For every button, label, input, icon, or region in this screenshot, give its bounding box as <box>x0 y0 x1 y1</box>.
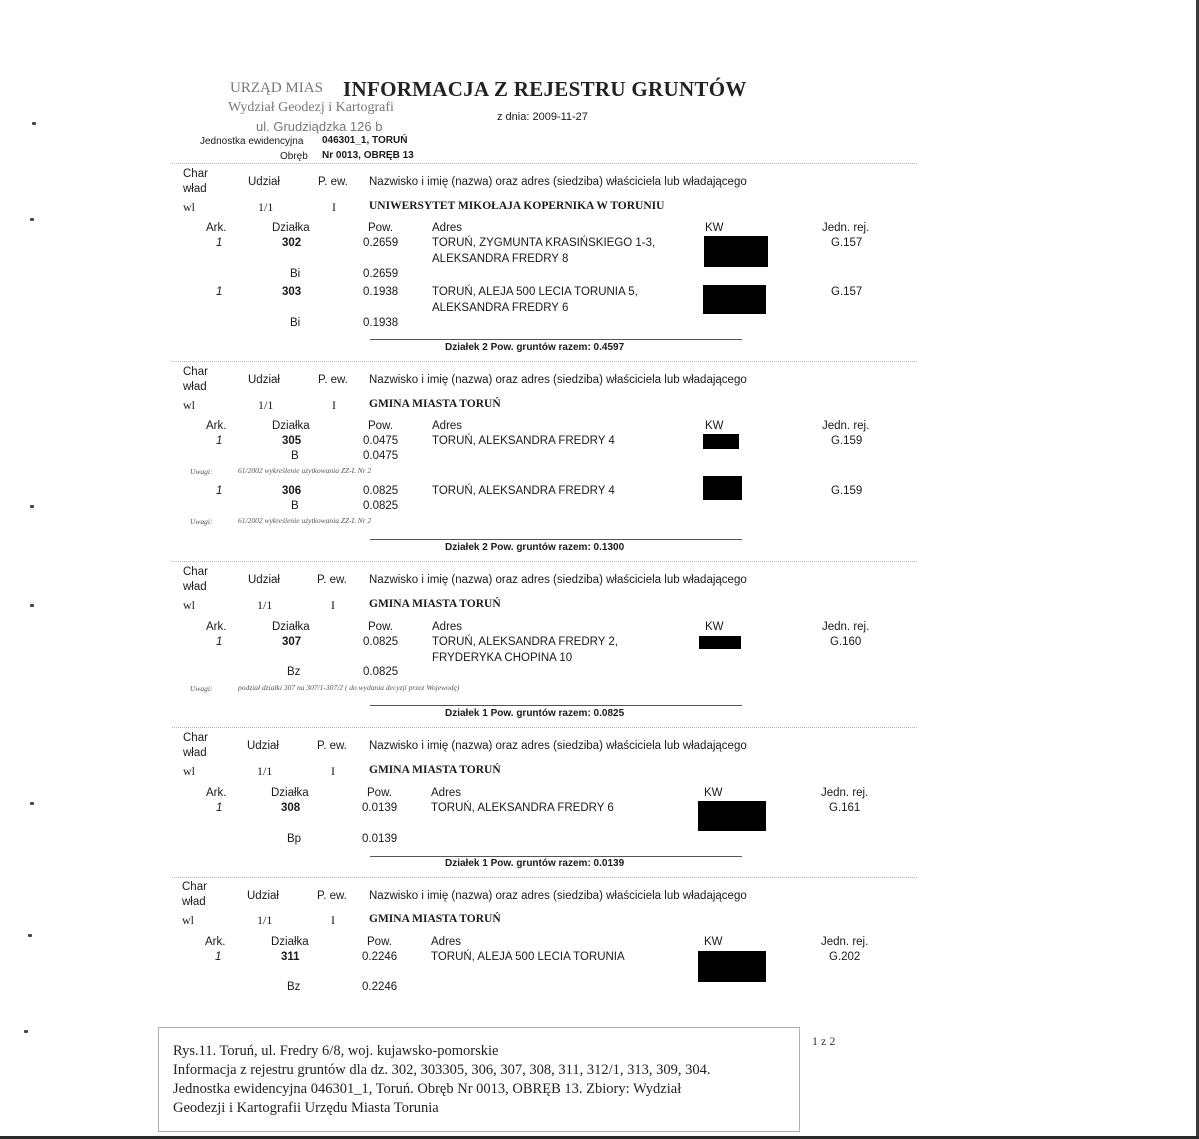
udzial-header: Udział <box>248 374 280 386</box>
ark-value: 1 <box>216 485 223 497</box>
ark-header: Ark. <box>206 420 227 432</box>
stamp-line-office: URZĄD MIAS <box>230 80 323 96</box>
remarks-label: Uwagi: <box>190 467 213 476</box>
char-label: Char <box>183 366 208 378</box>
owner-header: Nazwisko i imię (nazwa) oraz adres (siedziba) właściciela lub władającego <box>369 740 747 752</box>
pow-header: Pow. <box>368 222 393 234</box>
ark-value: 1 <box>216 435 223 447</box>
parcel-address-line2: FRYDERYKA CHOPINA 10 <box>432 652 573 664</box>
kw-redaction <box>699 636 741 649</box>
jedn-rej-header: Jedn. rej. <box>822 222 870 234</box>
land-use-area: 0.0139 <box>362 833 398 845</box>
udzial-header: Udział <box>247 740 279 752</box>
pew-value: I <box>332 200 336 214</box>
parcel-address: TORUŃ, ALEJA 500 LECIA TORUNIA <box>431 951 625 963</box>
kw-redaction <box>703 476 742 500</box>
char-value: wl <box>183 398 195 412</box>
owner-header: Nazwisko i imię (nazwa) oraz adres (siedziba) właściciela lub władającego <box>369 374 747 386</box>
jedn-rej-header: Jedn. rej. <box>822 621 870 633</box>
jedn-rej-value: G.157 <box>831 286 863 298</box>
owner-header: Nazwisko i imię (nazwa) oraz adres (siedziba) właściciela lub władającego <box>369 574 747 586</box>
owner-name: GMINA MIASTA TORUŃ <box>369 398 501 410</box>
parcel-area: 0.0825 <box>363 636 399 648</box>
remarks-label: Uwagi: <box>190 684 213 693</box>
jedn-rej-value: G.161 <box>829 802 861 814</box>
scan-speck <box>30 604 34 607</box>
parcel-address: TORUŃ, ALEKSANDRA FREDRY 4 <box>432 485 615 497</box>
section-divider <box>172 561 917 562</box>
kw-redaction <box>698 801 766 831</box>
caption-line-source: Geodezji i Kartografii Urzędu Miasta Torunia <box>173 1100 439 1116</box>
ark-header: Ark. <box>205 936 226 948</box>
ark-header: Ark. <box>206 222 227 234</box>
land-use-code: Bp <box>287 833 302 845</box>
land-use-area: 0.2659 <box>363 268 399 280</box>
char-label: Char <box>183 168 208 180</box>
char-value: wl <box>183 200 195 214</box>
section-divider <box>172 727 917 728</box>
char-value: wl <box>182 913 194 927</box>
parcel-address: TORUŃ, ALEKSANDRA FREDRY 2, <box>432 636 618 648</box>
land-use-area: 0.0825 <box>363 666 399 678</box>
pew-header: P. ew. <box>318 374 348 386</box>
obreb-label: Obręb <box>280 151 308 162</box>
land-use-code: Bi <box>290 317 301 329</box>
page-indicator: 1 z 2 <box>812 1034 836 1048</box>
jedn-rej-value: G.159 <box>831 485 863 497</box>
group-summary: Działek 1 Pow. gruntów razem: 0.0139 <box>445 858 625 869</box>
scan-speck <box>30 218 34 221</box>
land-use-code: B <box>291 450 299 462</box>
section-divider <box>172 163 917 164</box>
jedn-rej-header: Jedn. rej. <box>821 787 869 799</box>
pow-header: Pow. <box>367 787 392 799</box>
land-use-area: 0.0825 <box>363 500 399 512</box>
adres-header: Adres <box>431 936 462 948</box>
scan-speck <box>30 802 34 805</box>
parcel-number: 308 <box>281 802 301 814</box>
kw-header: KW <box>705 420 724 432</box>
scan-speck <box>30 505 34 508</box>
parcel-number: 305 <box>282 435 302 447</box>
land-use-code: Bi <box>290 268 301 280</box>
remarks-text: 61/2002 wykreślenie użytkowania ZZ-L Nr 2 <box>238 466 372 475</box>
summary-rule <box>370 705 742 706</box>
ark-value: 1 <box>216 286 223 298</box>
scan-speck <box>28 934 32 937</box>
remarks-text: podział działki 307 na 307/1-307/2 ( do wydania decyzji przez Wojewodę) <box>238 683 460 692</box>
unit-label: Jednostka ewidencyjna <box>200 136 304 147</box>
pew-value: I <box>331 764 335 778</box>
stamp-line-department: Wydział Geodezj i Kartografi <box>228 100 394 115</box>
char-value: wl <box>183 764 195 778</box>
parcel-number: 307 <box>282 636 302 648</box>
share-value: 1/1 <box>258 398 274 412</box>
pow-header: Pow. <box>368 621 393 633</box>
kw-redaction <box>703 434 739 449</box>
share-value: 1/1 <box>257 764 273 778</box>
figure-caption <box>158 1027 800 1132</box>
jedn-rej-value: G.160 <box>830 636 862 648</box>
parcel-area: 0.2659 <box>363 237 399 249</box>
jedn-rej-value: G.202 <box>829 951 861 963</box>
land-use-area: 0.1938 <box>363 317 399 329</box>
owner-header: Nazwisko i imię (nazwa) oraz adres (siedziba) właściciela lub władającego <box>369 890 747 902</box>
udzial-header: Udział <box>247 890 279 902</box>
ark-header: Ark. <box>206 787 227 799</box>
land-use-area: 0.0475 <box>363 450 399 462</box>
caption-line-unit: Jednostka ewidencyjna 046301_1, Toruń. Obręb Nr 0013, OBRĘB 13. Zbiory: Wydział <box>173 1081 682 1097</box>
jedn-rej-value: G.157 <box>831 237 863 249</box>
share-value: 1/1 <box>257 913 273 927</box>
wlad-label: wład <box>183 381 207 393</box>
document-date: z dnia: 2009-11-27 <box>497 111 588 123</box>
parcel-address: TORUŃ, ALEJA 500 LECIA TORUNIA 5, <box>432 286 638 298</box>
land-use-code: B <box>291 500 299 512</box>
kw-header: KW <box>705 621 724 633</box>
pew-value: I <box>331 913 335 927</box>
unit-value: 046301_1, TORUŃ <box>322 135 408 146</box>
pew-header: P. ew. <box>318 176 348 188</box>
stamp-line-street: ul. Grudziądzka 126 b <box>256 119 383 134</box>
dzialka-header: Działka <box>271 787 309 799</box>
kw-redaction <box>704 236 768 267</box>
section-divider <box>172 877 917 878</box>
owner-name: GMINA MIASTA TORUŃ <box>369 598 501 610</box>
share-value: 1/1 <box>258 200 274 214</box>
adres-header: Adres <box>432 621 463 633</box>
parcel-number: 302 <box>282 237 302 249</box>
land-use-code: Bz <box>287 981 301 993</box>
parcel-area: 0.0475 <box>363 435 399 447</box>
char-value: wl <box>183 598 195 612</box>
kw-header: KW <box>704 936 723 948</box>
section-divider <box>172 361 917 362</box>
jedn-rej-value: G.159 <box>831 435 863 447</box>
land-use-area: 0.2246 <box>362 981 398 993</box>
pew-header: P. ew. <box>317 740 347 752</box>
scan-speck <box>32 122 36 125</box>
adres-header: Adres <box>432 420 463 432</box>
remarks-text: 61/2002 wykreślenie użytkowania ZZ-L Nr 2 <box>238 516 372 525</box>
summary-rule <box>370 339 742 340</box>
summary-rule <box>370 856 742 857</box>
dzialka-header: Działka <box>272 621 310 633</box>
group-summary: Działek 1 Pow. gruntów razem: 0.0825 <box>445 708 625 719</box>
caption-line-parcels: Informacja z rejestru gruntów dla dz. 302, 303305, 306, 307, 308, 311, 312/1, 313, 309, 304. <box>173 1062 711 1078</box>
char-label: Char <box>183 732 208 744</box>
parcel-area: 0.1938 <box>363 286 399 298</box>
owner-name: GMINA MIASTA TORUŃ <box>369 913 501 925</box>
obreb-value: Nr 0013, OBRĘB 13 <box>322 150 414 161</box>
pow-header: Pow. <box>367 936 392 948</box>
jedn-rej-header: Jedn. rej. <box>822 420 870 432</box>
pew-header: P. ew. <box>317 890 347 902</box>
pow-header: Pow. <box>368 420 393 432</box>
wlad-label: wład <box>183 581 207 593</box>
parcel-address: TORUŃ, ZYGMUNTA KRASIŃSKIEGO 1-3, <box>432 237 656 249</box>
parcel-area: 0.0825 <box>363 485 399 497</box>
udzial-header: Udział <box>248 574 280 586</box>
ark-value: 1 <box>216 636 223 648</box>
pew-value: I <box>331 598 335 612</box>
kw-header: KW <box>704 787 723 799</box>
parcel-address: TORUŃ, ALEKSANDRA FREDRY 6 <box>431 802 614 814</box>
udzial-header: Udział <box>248 176 280 188</box>
dzialka-header: Działka <box>271 936 309 948</box>
parcel-address-line2: ALEKSANDRA FREDRY 6 <box>432 302 569 314</box>
dzialka-header: Działka <box>272 222 310 234</box>
adres-header: Adres <box>432 222 463 234</box>
wlad-label: wład <box>183 747 207 759</box>
parcel-address-line2: ALEKSANDRA FREDRY 8 <box>432 253 569 265</box>
kw-redaction <box>698 951 766 982</box>
scan-speck <box>24 1030 28 1033</box>
wlad-label: wład <box>183 183 207 195</box>
summary-rule <box>370 539 742 540</box>
parcel-number: 306 <box>282 485 302 497</box>
parcel-address: TORUŃ, ALEKSANDRA FREDRY 4 <box>432 435 615 447</box>
jedn-rej-header: Jedn. rej. <box>821 936 869 948</box>
kw-redaction <box>703 285 766 314</box>
dzialka-header: Działka <box>272 420 310 432</box>
ark-value: 1 <box>216 237 223 249</box>
parcel-area: 0.2246 <box>362 951 398 963</box>
kw-header: KW <box>705 222 724 234</box>
wlad-label: wład <box>182 896 206 908</box>
document-title: INFORMACJA Z REJESTRU GRUNTÓW <box>343 77 747 101</box>
parcel-number: 311 <box>281 951 300 963</box>
group-summary: Działek 2 Pow. gruntów razem: 0.4597 <box>445 342 625 353</box>
owner-name: UNIWERSYTET MIKOŁAJA KOPERNIKA W TORUNIU <box>369 200 665 212</box>
caption-line-title: Rys.11. Toruń, ul. Fredry 6/8, woj. kujawsko-pomorskie <box>173 1043 499 1059</box>
ark-value: 1 <box>216 802 223 814</box>
remarks-label: Uwagi: <box>190 517 213 526</box>
owner-name: GMINA MIASTA TORUŃ <box>369 764 501 776</box>
adres-header: Adres <box>431 787 462 799</box>
parcel-area: 0.0139 <box>362 802 398 814</box>
char-label: Char <box>182 881 207 893</box>
pew-value: I <box>332 398 336 412</box>
ark-value: 1 <box>215 951 222 963</box>
land-use-code: Bz <box>287 666 301 678</box>
pew-header: P. ew. <box>317 574 347 586</box>
ark-header: Ark. <box>206 621 227 633</box>
parcel-number: 303 <box>282 286 302 298</box>
share-value: 1/1 <box>257 598 273 612</box>
group-summary: Działek 2 Pow. gruntów razem: 0.1300 <box>445 542 625 553</box>
owner-header: Nazwisko i imię (nazwa) oraz adres (siedziba) właściciela lub władającego <box>369 176 747 188</box>
char-label: Char <box>183 566 208 578</box>
